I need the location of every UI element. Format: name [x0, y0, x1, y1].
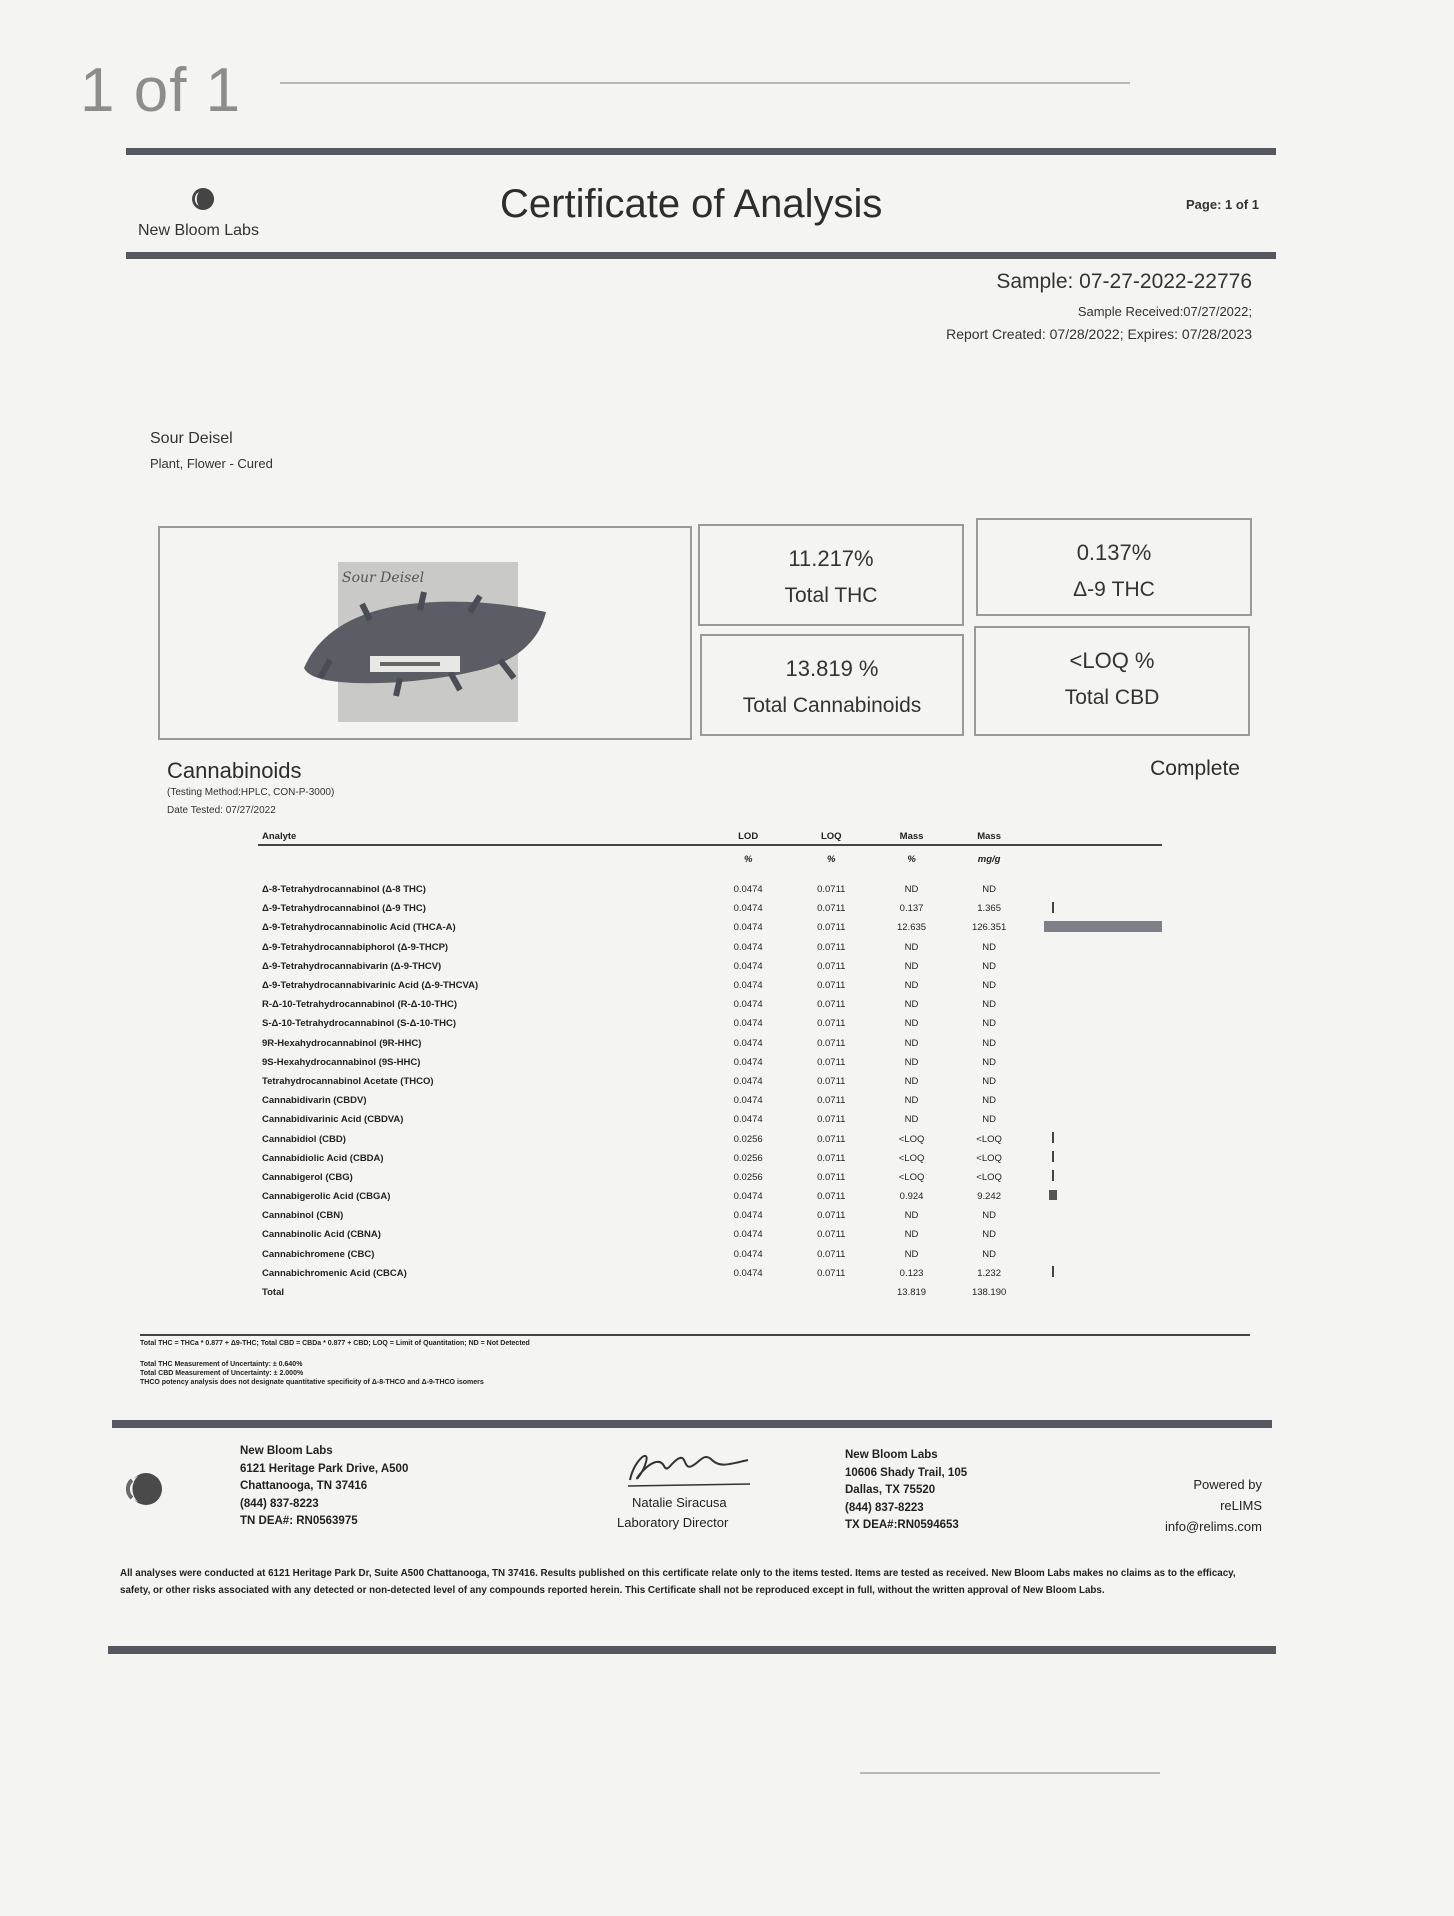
dea-number: TX DEA#:RN0594653	[845, 1519, 959, 1531]
loq-cell: 0.0711	[817, 1171, 846, 1183]
loq-cell: 0.0711	[817, 922, 846, 934]
loq-cell: 0.0711	[817, 999, 846, 1011]
mark-cell	[1028, 899, 1162, 918]
stat-value: 0.137%	[1076, 540, 1152, 565]
loq-cell: 0.0711	[817, 903, 846, 915]
section-heading: Cannabinoids	[167, 758, 302, 783]
lod-cell: 0.0474	[733, 980, 763, 992]
unit-mass-mg: mg/g	[977, 853, 1001, 865]
uncertainty-thc: Total THC Measurement of Uncertainty: ± 0.640%	[140, 1361, 303, 1368]
testing-method: (Testing Method:HPLC, CON-P-3000)	[167, 787, 335, 798]
analyte-cell: Δ-9-Tetrahydrocannabinol (Δ-9 THC)	[262, 903, 426, 915]
uncertainty-cbd: Total CBD Measurement of Uncertainty: ± 2.000%	[140, 1370, 304, 1377]
mass-mg-cell: ND	[982, 1114, 996, 1126]
signer-name: Natalie Siracusa	[632, 1495, 727, 1510]
lod-cell: 0.0474	[733, 1267, 763, 1279]
footer-top-rule	[112, 1420, 1272, 1428]
footer-logo-icon	[122, 1468, 164, 1510]
mass-mg-cell: ND	[982, 1210, 996, 1222]
loq-cell: 0.0711	[817, 1248, 846, 1260]
report-dates: Report Created: 07/28/2022; Expires: 07/28/2023	[946, 326, 1252, 342]
analyte-cell: Δ-9-Tetrahydrocannabiphorol (Δ-9-THCP)	[262, 941, 449, 953]
table-row	[258, 1034, 1162, 1053]
stat-total-cannabinoids	[700, 634, 964, 736]
analyte-cell: Cannabigerol (CBG)	[262, 1171, 353, 1183]
signature	[620, 1440, 760, 1492]
mass-pct-cell: ND	[904, 960, 919, 972]
powered-by	[1165, 1474, 1262, 1537]
loq-cell: 0.0711	[817, 1018, 846, 1030]
product-type: Plant, Flower - Cured	[150, 456, 273, 471]
mass-mg-cell: 1.365	[977, 903, 1001, 915]
sample-received: Sample Received:07/27/2022;	[1077, 304, 1252, 319]
total-row	[258, 1283, 1162, 1302]
mass-mg-cell: ND	[982, 1056, 996, 1068]
formula-note: Total THC = THCa * 0.877 + Δ9-THC; Total CBD = CBDa * 0.877 + CBD; LOQ = Limit of Quantitation; ND = Not Detected	[140, 1340, 530, 1347]
loq-cell: 0.0711	[817, 1152, 846, 1164]
analyte-cell: Cannabidivarin (CBDV)	[262, 1095, 367, 1107]
mass-pct-cell: 0.123	[899, 1267, 924, 1279]
total-mg: 138.190	[971, 1287, 1007, 1299]
page-number: Page: 1 of 1	[1186, 197, 1259, 212]
mass-pct-cell: 0.137	[899, 903, 924, 915]
loq-cell: 0.0711	[817, 960, 846, 972]
table-row	[258, 1225, 1162, 1244]
mass-pct-cell: ND	[904, 1210, 919, 1222]
lod-cell: 0.0474	[733, 1095, 763, 1107]
unit-lod: %	[743, 853, 753, 865]
stat-value: 13.819 %	[785, 656, 879, 681]
stat-value: <LOQ %	[1069, 648, 1155, 673]
stat-label: Total Cannabinoids	[742, 694, 922, 717]
mass-pct-cell: ND	[904, 1114, 919, 1126]
lod-cell: 0.0474	[733, 1229, 763, 1241]
lod-cell: 0.0256	[733, 1171, 763, 1183]
lod-cell: 0.0474	[733, 941, 763, 953]
margin-mark	[1052, 1266, 1054, 1277]
bottom-smudge-line	[860, 1772, 1160, 1774]
lod-cell: 0.0474	[733, 1056, 763, 1068]
table-row	[258, 1129, 1162, 1148]
loq-cell: 0.0711	[817, 980, 846, 992]
mass-pct-cell: <LOQ	[898, 1171, 925, 1183]
loq-cell: 0.0711	[817, 1229, 846, 1241]
product-name: Sour Deisel	[150, 430, 233, 447]
cannabinoid-table	[258, 829, 1162, 1302]
mark-cell	[1028, 1034, 1162, 1053]
mass-mg-cell: ND	[982, 941, 996, 953]
mark-cell	[1028, 1110, 1162, 1129]
mass-pct-cell: 12.635	[897, 922, 927, 934]
photo-label: Sour Deisel	[342, 570, 425, 586]
lab-address-tx	[845, 1447, 967, 1535]
total-label: Total	[262, 1287, 284, 1299]
loq-cell: 0.0711	[817, 1037, 846, 1049]
lab-name: New Bloom Labs	[845, 1449, 938, 1461]
mass-pct-cell: ND	[904, 884, 919, 896]
margin-mark	[1044, 921, 1162, 932]
street: 10606 Shady Trail, 105	[845, 1466, 968, 1479]
mass-pct-cell: ND	[904, 1095, 919, 1107]
table-row	[258, 1187, 1162, 1206]
analyte-cell: Δ-8-Tetrahydrocannabinol (Δ-8 THC)	[262, 884, 426, 896]
margin-mark	[1052, 902, 1054, 913]
mark-cell	[1028, 995, 1162, 1014]
total-pct: 13.819	[897, 1287, 927, 1299]
mass-mg-cell: ND	[982, 1018, 996, 1030]
analyte-cell: S-Δ-10-Tetrahydrocannabinol (S-Δ-10-THC)	[262, 1018, 456, 1030]
mass-mg-cell: <LOQ	[976, 1171, 1002, 1183]
table-header-row	[258, 829, 1162, 845]
street: 6121 Heritage Park Drive, A500	[240, 1462, 409, 1475]
mass-mg-cell: <LOQ	[976, 1133, 1002, 1145]
mass-pct-cell: <LOQ	[898, 1152, 925, 1164]
units-row	[258, 845, 1162, 872]
mass-mg-cell: ND	[982, 884, 996, 896]
stat-value: 11.217%	[788, 546, 874, 571]
mass-mg-cell: <LOQ	[976, 1152, 1002, 1164]
table-row	[258, 1072, 1162, 1091]
analyte-cell: Cannabinolic Acid (CBNA)	[262, 1229, 381, 1241]
mass-mg-cell: ND	[982, 1095, 996, 1107]
sample-id: Sample: 07-27-2022-22776	[996, 270, 1252, 293]
mass-pct-cell: 0.924	[899, 1191, 924, 1203]
lod-cell: 0.0474	[733, 1210, 763, 1222]
mark-cell	[1028, 1014, 1162, 1033]
table-row	[258, 880, 1162, 899]
mass-pct-cell: ND	[904, 980, 919, 992]
document-title: Certificate of Analysis	[500, 182, 883, 226]
unit-analyte	[258, 845, 707, 872]
analyte-cell: Cannabichromenic Acid (CBCA)	[262, 1267, 407, 1279]
city: Chattanooga, TN 37416	[240, 1480, 368, 1492]
phone: (844) 837-8223	[845, 1501, 924, 1514]
unit-mass-pct: %	[907, 853, 916, 865]
table-row	[258, 1206, 1162, 1225]
contact-email: info@relims.com	[1165, 1519, 1262, 1534]
lod-cell: 0.0474	[733, 1191, 763, 1203]
page-counter: 1 of 1	[80, 56, 242, 125]
table-row	[258, 1110, 1162, 1129]
mass-pct-cell: ND	[904, 1229, 919, 1241]
analyte-cell: Δ-9-Tetrahydrocannabivarin (Δ-9-THCV)	[262, 960, 442, 972]
powered-by-label: Powered by	[1193, 1477, 1262, 1492]
mass-mg-cell: ND	[982, 1248, 996, 1260]
table-row	[258, 899, 1162, 918]
loq-cell: 0.0711	[817, 884, 846, 896]
stat-label: Δ-9 THC	[1073, 578, 1155, 601]
analyte-cell: Δ-9-Tetrahydrocannabivarinic Acid (Δ-9-THCVA)	[262, 980, 479, 992]
lod-cell: 0.0474	[733, 884, 763, 896]
header-bottom-rule	[126, 252, 1276, 259]
analyte-cell: Δ-9-Tetrahydrocannabinolic Acid (THCA-A)	[262, 922, 456, 934]
mark-cell	[1028, 1264, 1162, 1283]
stat-total-thc	[698, 524, 964, 626]
margin-mark	[1049, 1190, 1057, 1200]
col-lod: LOD	[707, 829, 790, 845]
loq-cell: 0.0711	[817, 941, 846, 953]
lod-cell: 0.0474	[733, 922, 763, 934]
mass-mg-cell: ND	[982, 999, 996, 1011]
city: Dallas, TX 75520	[845, 1484, 936, 1496]
mass-pct-cell: <LOQ	[898, 1133, 925, 1145]
mark-cell	[1028, 1091, 1162, 1110]
col-analyte: Analyte	[258, 829, 707, 845]
loq-cell: 0.0711	[817, 1210, 846, 1222]
loq-cell: 0.0711	[817, 1056, 846, 1068]
table-row	[258, 1264, 1162, 1283]
analyte-cell: Tetrahydrocannabinol Acetate (THCO)	[262, 1075, 434, 1087]
lod-cell: 0.0474	[733, 903, 763, 915]
analyte-cell: Cannabichromene (CBC)	[262, 1248, 375, 1260]
loq-cell: 0.0711	[817, 1075, 846, 1087]
table-row	[258, 918, 1162, 937]
table-row	[258, 995, 1162, 1014]
mark-cell	[1028, 1187, 1162, 1206]
counter-rule	[280, 82, 1130, 84]
loq-cell: 0.0711	[817, 1095, 846, 1107]
margin-mark	[1052, 1170, 1054, 1181]
mark-cell	[1028, 1149, 1162, 1168]
lod-cell: 0.0474	[733, 1248, 763, 1260]
analyte-cell: 9R-Hexahydrocannabinol (9R-HHC)	[262, 1037, 422, 1049]
mark-cell	[1028, 1168, 1162, 1187]
table-row	[258, 957, 1162, 976]
mark-cell	[1028, 938, 1162, 957]
mark-cell	[1028, 1206, 1162, 1225]
mark-cell	[1028, 1245, 1162, 1264]
mass-mg-cell: 1.232	[977, 1267, 1001, 1279]
mass-pct-cell: ND	[904, 1037, 919, 1049]
footer-bottom-rule	[108, 1646, 1276, 1654]
stat-delta9-thc	[976, 518, 1252, 616]
analyte-cell: R-Δ-10-Tetrahydrocannabinol (R-Δ-10-THC)	[262, 999, 458, 1011]
mark-cell	[1028, 1072, 1162, 1091]
mark-cell	[1028, 1053, 1162, 1072]
status-label: Complete	[1150, 757, 1240, 780]
lod-cell: 0.0256	[733, 1152, 763, 1164]
mass-mg-cell: 126.351	[971, 922, 1007, 934]
loq-cell: 0.0711	[817, 1114, 846, 1126]
margin-mark	[1052, 1132, 1054, 1143]
margin-mark	[1052, 1151, 1054, 1162]
stat-label: Total CBD	[1064, 686, 1160, 709]
mass-mg-cell: 9.242	[977, 1191, 1001, 1203]
mass-pct-cell: ND	[904, 1056, 919, 1068]
signer-title: Laboratory Director	[617, 1515, 729, 1530]
dea-number: TN DEA#: RN0563975	[240, 1515, 358, 1527]
table-row	[258, 1245, 1162, 1264]
mass-pct-cell: ND	[904, 999, 919, 1011]
analyte-cell: Cannabidiolic Acid (CBDA)	[262, 1152, 384, 1164]
mass-pct-cell: ND	[904, 941, 919, 953]
thco-note: THCO potency analysis does not designate quantitative specificity of Δ-8-THCO and Δ-9-THCO isomers	[140, 1379, 484, 1386]
lab-name: New Bloom Labs	[240, 1445, 333, 1457]
footnotes	[140, 1334, 1250, 1387]
lod-cell: 0.0474	[733, 1018, 763, 1030]
mass-pct-cell: ND	[904, 1018, 919, 1030]
table-row	[258, 976, 1162, 995]
col-mass-mg: Mass	[950, 829, 1028, 845]
mass-pct-cell: ND	[904, 1248, 919, 1260]
phone: (844) 837-8223	[240, 1497, 319, 1510]
loq-cell: 0.0711	[817, 1267, 846, 1279]
mass-mg-cell: ND	[982, 1037, 996, 1049]
lod-cell: 0.0256	[733, 1133, 763, 1145]
mass-mg-cell: ND	[982, 1075, 996, 1087]
lab-logo-icon	[190, 186, 216, 212]
table-row	[258, 938, 1162, 957]
mark-cell	[1028, 918, 1162, 937]
col-loq: LOQ	[790, 829, 873, 845]
analyte-cell: Cannabinol (CBN)	[262, 1210, 344, 1222]
stat-total-cbd	[974, 626, 1250, 736]
mark-cell	[1028, 957, 1162, 976]
table-row	[258, 1149, 1162, 1168]
mass-mg-cell: ND	[982, 960, 996, 972]
analyte-cell: Cannabidivarinic Acid (CBDVA)	[262, 1114, 404, 1126]
mass-pct-cell: ND	[904, 1075, 919, 1087]
lod-cell: 0.0474	[733, 999, 763, 1011]
table-row	[258, 1053, 1162, 1072]
lod-cell: 0.0474	[733, 1037, 763, 1049]
unit-loq: %	[827, 853, 836, 865]
col-mass-pct: Mass	[873, 829, 950, 845]
mark-cell	[1028, 880, 1162, 899]
loq-cell: 0.0711	[817, 1191, 846, 1203]
mark-cell	[1028, 1225, 1162, 1244]
table-row	[258, 1014, 1162, 1033]
analyte-cell: Cannabidiol (CBD)	[262, 1133, 346, 1145]
lod-cell: 0.0474	[733, 960, 763, 972]
col-mark	[1028, 829, 1162, 845]
mark-cell	[1028, 1129, 1162, 1148]
date-tested: Date Tested: 07/27/2022	[167, 805, 276, 816]
disclaimer: All analyses were conducted at 6121 Heritage Park Dr, Suite A500 Chattanooga, TN 37416. Results published on this certificate relate only to the items tested. Items are tested as received. New Bloom Labs makes no claims as to the efficacy, safety, or other risks associated with any detected or non-detected level of any compounds reported herein. This Certificate shall not be reproduced except in full, without the written approval of New Bloom Labs.	[120, 1568, 1236, 1596]
header-top-rule	[126, 148, 1276, 155]
lab-name: New Bloom Labs	[138, 222, 259, 239]
lab-address-tn	[240, 1443, 408, 1531]
lod-cell: 0.0474	[733, 1075, 763, 1087]
table-row	[258, 1168, 1162, 1187]
stat-label: Total THC	[784, 584, 878, 607]
mark-cell	[1028, 976, 1162, 995]
sample-photo	[300, 560, 550, 726]
analyte-cell: 9S-Hexahydrocannabinol (9S-HHC)	[262, 1056, 421, 1068]
analyte-cell: Cannabigerolic Acid (CBGA)	[262, 1191, 391, 1203]
mass-mg-cell: ND	[982, 1229, 996, 1241]
loq-cell: 0.0711	[817, 1133, 846, 1145]
platform-name: reLIMS	[1220, 1498, 1262, 1513]
mass-mg-cell: ND	[982, 980, 996, 992]
lod-cell: 0.0474	[733, 1114, 763, 1126]
table-row	[258, 1091, 1162, 1110]
